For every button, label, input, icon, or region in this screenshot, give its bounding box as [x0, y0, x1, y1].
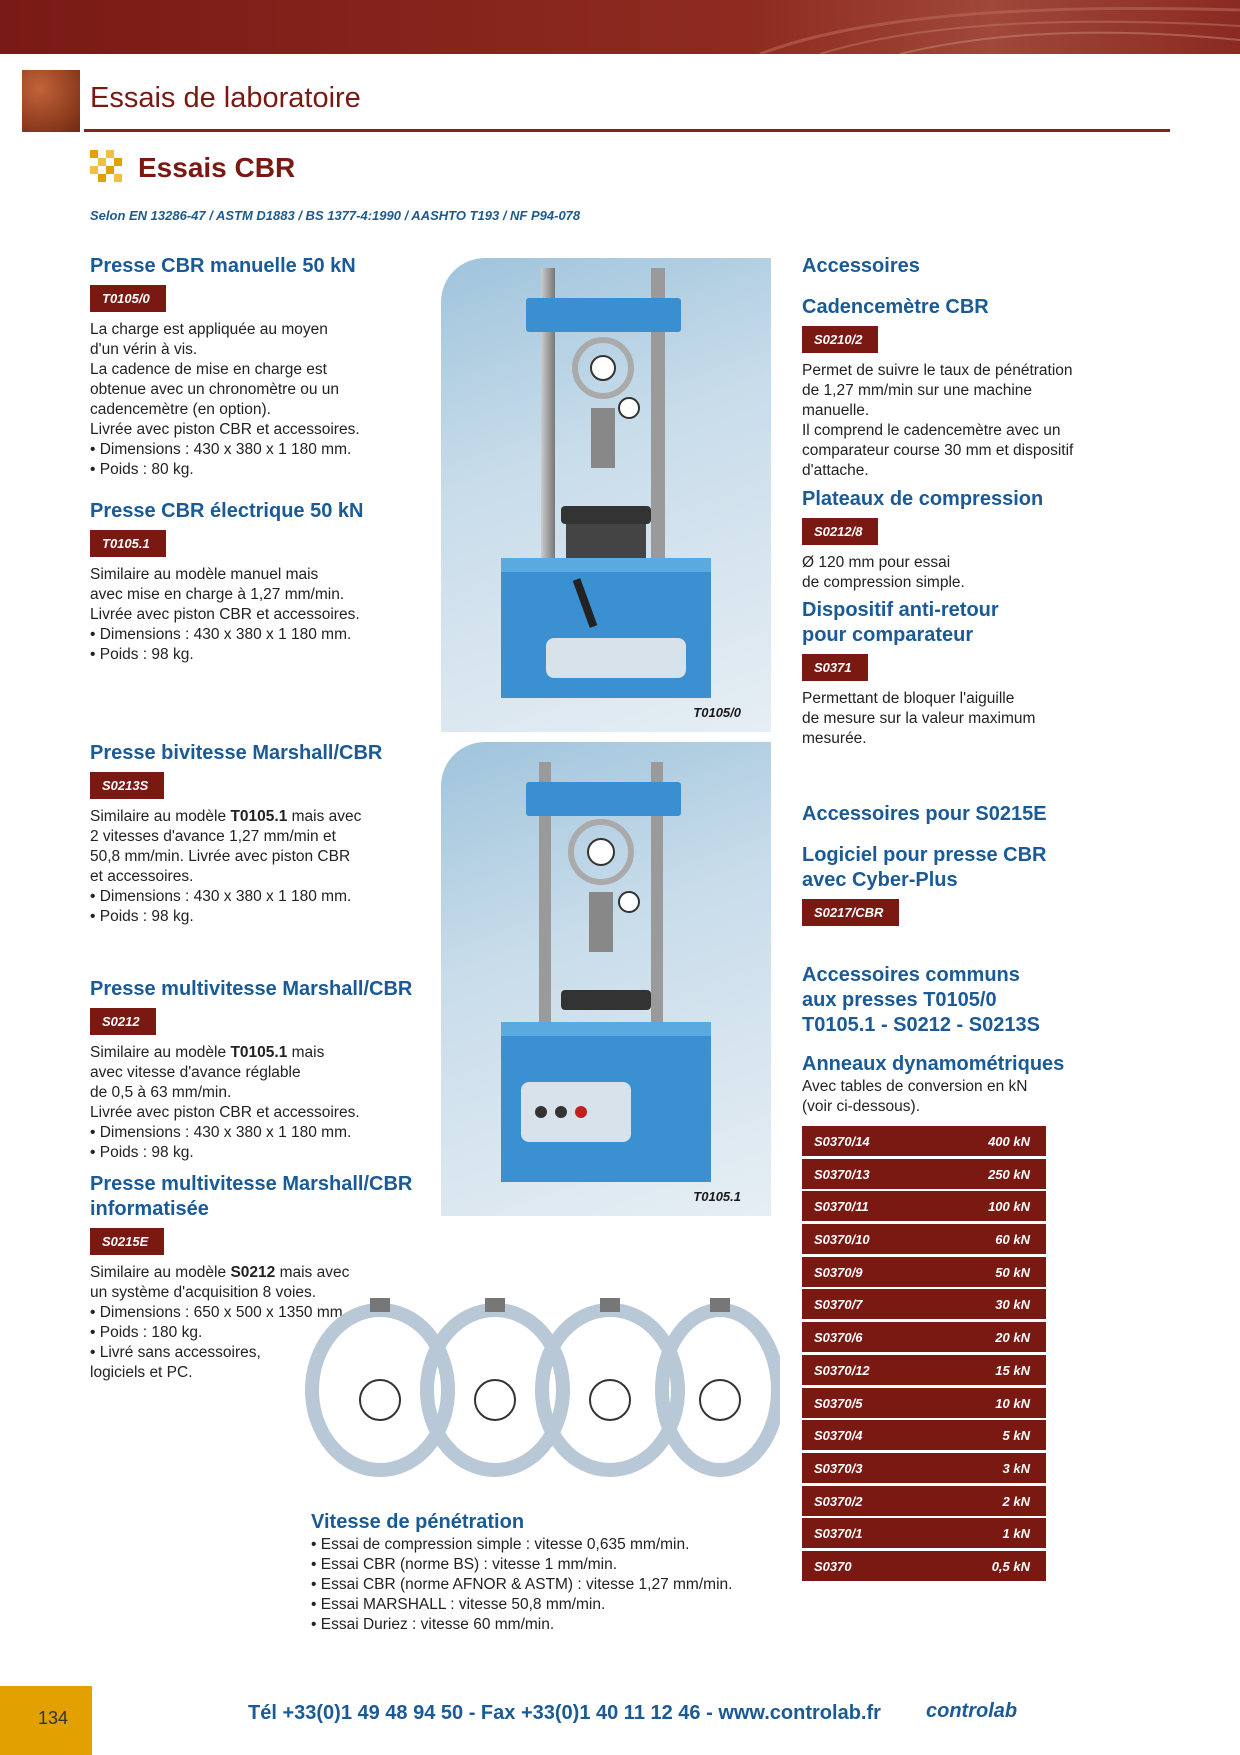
ring-code: S0370/4 [814, 1428, 863, 1444]
s0215e-accessories [802, 802, 1132, 827]
ring-row [802, 1388, 1046, 1418]
ring-row [802, 1551, 1046, 1581]
page-header [22, 70, 1170, 132]
ring-row [802, 1257, 1046, 1287]
vitesse-title: Vitesse de pénétration [311, 1511, 525, 1533]
accessory-title-line2: avec Cyber-Plus [802, 869, 958, 891]
ring-code: S0370/13 [814, 1166, 870, 1182]
ring-code: S0370/11 [814, 1199, 869, 1215]
accessory-code: S0210/2 [802, 326, 878, 353]
accessory-code: S0371 [802, 654, 868, 681]
product-description: Similaire au modèle S0212 mais avec un système d'acquisition 8 voies. • Dimensions : 650 x 500 x 1350 mm. • Poids : 180 kg. • Livré sans accessoires, logiciels et PC. [90, 1264, 350, 1381]
vitesse-block [311, 1510, 791, 1635]
vitesse-list: • Essai de compression simple : vitesse 0,635 mm/min. • Essai CBR (norme BS) : vitesse 1 mm/min. • Essai CBR (norme AFNOR & ASTM) : vitesse 1,27 mm/min. • Essai MARSHALL : vitesse 50,8 mm/min. • Essai Duriez : vitesse 60 mm/min. [311, 1536, 733, 1633]
ring-code: S0370/5 [814, 1395, 863, 1411]
accessory-description: Ø 120 mm pour essai de compression simple. [802, 554, 965, 591]
common-line: aux presses T0105/0 [802, 989, 997, 1011]
ring-capacity: 400 kN [988, 1134, 1030, 1149]
ring-row [802, 1518, 1046, 1548]
ring-code: S0370/9 [814, 1264, 863, 1280]
ring-capacity: 60 kN [995, 1232, 1030, 1248]
accessory-block [802, 487, 1132, 593]
product-block [90, 741, 430, 927]
accessories-heading [802, 254, 1122, 279]
common-line: Accessoires communs [802, 964, 1020, 986]
accessory-title: Dispositif anti-retour [802, 599, 999, 621]
ring-capacity: 0,5 kN [991, 1558, 1030, 1574]
standards-line: Selon EN 13286-47 / ASTM D1883 / BS 1377-4:1990 / AASHTO T193 / NF P94-078 [90, 208, 581, 223]
s0215e-heading: Accessoires pour S0215E [802, 803, 1047, 825]
product-title: Presse CBR électrique 50 kN [90, 500, 364, 522]
rings-description: Avec tables de conversion en kN (voir ci-dessous). [802, 1078, 1028, 1115]
common-line: T0105.1 - S0212 - S0213S [802, 1014, 1040, 1036]
product-description: La charge est appliquée au moyen d'un vérin à vis. La cadence de mise en charge est obtenue avec un chronomètre ou un cadencemètre (en option). Livrée avec piston CBR et accessoires. • Dimensions : 430 x 380 x 1 180 mm. • Poids : 80 kg. [90, 321, 360, 478]
ring-capacity: 1 kN [1002, 1526, 1030, 1542]
soil-thumbnail [22, 70, 80, 132]
ring-capacity: 10 kN [995, 1395, 1030, 1411]
ring-row [802, 1224, 1046, 1254]
ring-code: S0370/6 [814, 1330, 863, 1346]
decorative-waves [0, 0, 1240, 54]
ring-code: S0370/12 [814, 1362, 870, 1378]
product-code: S0212 [90, 1008, 156, 1035]
product-code: S0215E [90, 1228, 164, 1255]
accessory-block [802, 295, 1132, 481]
ring-code: S0370/3 [814, 1460, 863, 1476]
product-photo-t0105-0 [441, 258, 771, 732]
product-block [90, 254, 430, 480]
ring-code: S0370 [814, 1558, 852, 1574]
section-title: Essais CBR [138, 152, 296, 183]
ring-capacity: 100 kN [988, 1199, 1030, 1215]
product-description: Similaire au modèle T0105.1 mais avec vitesse d'avance réglable de 0,5 à 63 mm/min. Livrée avec piston CBR et accessoires. • Dimensions : 430 x 380 x 1 180 mm. • Poids : 98 kg. [90, 1044, 360, 1161]
photo-caption: T0105/0 [693, 705, 741, 720]
ring-row [802, 1486, 1046, 1516]
ring-row [802, 1420, 1046, 1450]
product-description: Similaire au modèle T0105.1 mais avec 2 vitesses d'avance 1,27 mm/min et 50,8 mm/min. Livrée avec piston CBR et accessoires. • Dimensions : 430 x 380 x 1 180 mm. • Poids : 98 kg. [90, 808, 362, 925]
ring-capacity: 250 kN [988, 1166, 1030, 1182]
product-photo-t0105-1 [441, 742, 771, 1216]
header-rule [84, 129, 1170, 132]
accessory-code: S0212/8 [802, 518, 878, 545]
product-code: T0105/0 [90, 285, 166, 312]
ring-capacity: 30 kN [995, 1297, 1030, 1313]
accessory-title-line2: pour comparateur [802, 624, 974, 646]
cbr-press-illustration [441, 258, 771, 732]
ring-row [802, 1453, 1046, 1483]
brand-logo: controlab [926, 1700, 1018, 1722]
footer-contact: Tél +33(0)1 49 48 94 50 - Fax +33(0)1 40 11 12 46 - www.controlab.fr [248, 1702, 881, 1724]
rings-heading-block [802, 1052, 1132, 1117]
accessory-block [802, 843, 1132, 934]
ring-row [802, 1126, 1046, 1156]
ring-capacity: 50 kN [995, 1264, 1030, 1280]
product-title: Presse bivitesse Marshall/CBR [90, 742, 383, 764]
ring-row [802, 1289, 1046, 1319]
accessory-title: Cadencemètre CBR [802, 296, 989, 318]
ring-row [802, 1191, 1046, 1221]
checker-icon [90, 150, 124, 184]
accessory-description: Permettant de bloquer l'aiguille de mesure sur la valeur maximum mesurée. [802, 690, 1036, 747]
ring-row [802, 1322, 1046, 1352]
product-title: Presse CBR manuelle 50 kN [90, 255, 356, 277]
cbr-press-illustration [441, 742, 771, 1216]
product-block [90, 977, 430, 1163]
page-number-tab [0, 1686, 92, 1755]
ring-capacity: 2 kN [1002, 1493, 1030, 1509]
accessory-code: S0217/CBR [802, 899, 899, 926]
ring-code: S0370/2 [814, 1493, 863, 1509]
accessory-title: Plateaux de compression [802, 488, 1044, 510]
product-description: Similaire au modèle manuel mais avec mise en charge à 1,27 mm/min. Livrée avec piston CBR et accessoires. • Dimensions : 430 x 380 x 1 180 mm. • Poids : 98 kg. [90, 566, 360, 663]
rings-title: Anneaux dynamométriques [802, 1053, 1065, 1075]
top-band [0, 0, 1240, 54]
product-title-line2: informatisée [90, 1198, 209, 1220]
ring-code: S0370/1 [814, 1526, 863, 1542]
product-code: S0213S [90, 772, 164, 799]
product-code: T0105.1 [90, 530, 166, 557]
accessories-title: Accessoires [802, 255, 920, 277]
accessory-description: Permet de suivre le taux de pénétration de 1,27 mm/min sur une machine manuelle. Il comprend le cadencemètre avec un comparateur course 30 mm et dispositif d'attache. [802, 362, 1074, 479]
product-block [90, 499, 430, 665]
ring-capacity: 15 kN [995, 1362, 1030, 1378]
ring-capacity: 5 kN [1002, 1428, 1030, 1444]
product-title: Presse multivitesse Marshall/CBR [90, 978, 413, 1000]
accessory-block [802, 598, 1132, 749]
ring-code: S0370/10 [814, 1232, 870, 1248]
ring-capacity: 20 kN [995, 1330, 1030, 1346]
accessory-title: Logiciel pour presse CBR [802, 844, 1047, 866]
rings-table [802, 1126, 1046, 1584]
proving-rings-illustration [300, 1280, 780, 1520]
ring-code: S0370/7 [814, 1297, 863, 1313]
ring-code: S0370/14 [814, 1134, 870, 1149]
page-number: 134 [38, 1708, 69, 1728]
ring-row [802, 1159, 1046, 1189]
page-title: Essais de laboratoire [90, 82, 361, 114]
photo-caption: T0105.1 [693, 1189, 741, 1204]
ring-row [802, 1355, 1046, 1385]
product-title: Presse multivitesse Marshall/CBR [90, 1173, 413, 1195]
common-accessories-heading [802, 963, 1132, 1038]
ring-capacity: 3 kN [1002, 1460, 1030, 1476]
